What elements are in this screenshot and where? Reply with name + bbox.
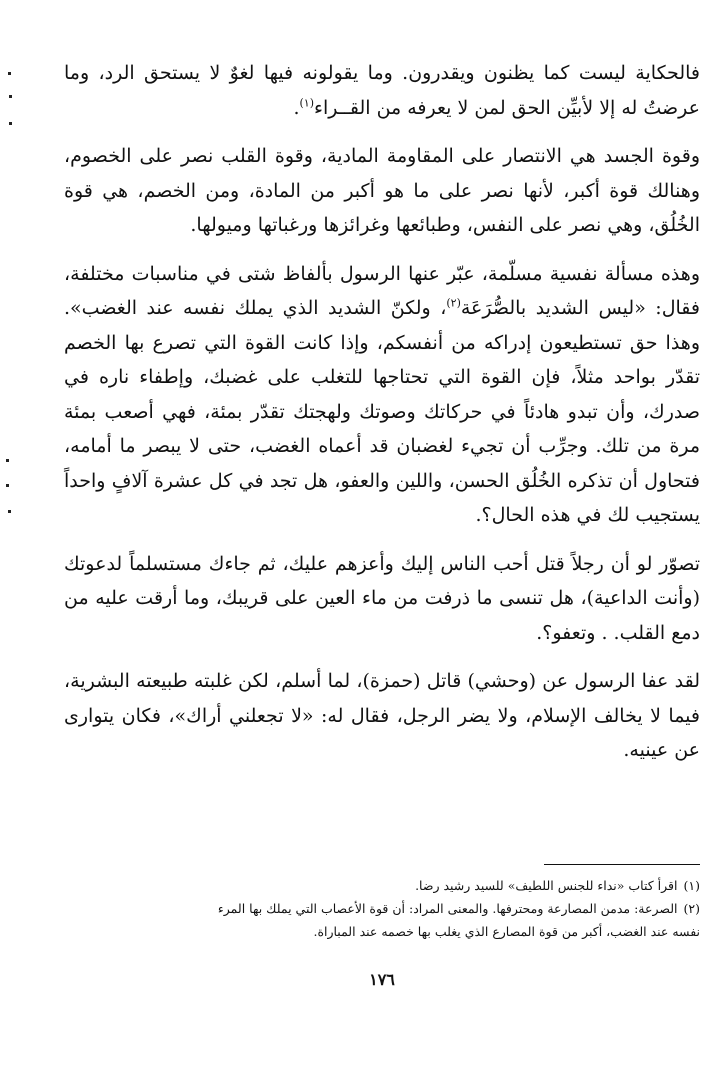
footnote [64,874,700,897]
footnote [64,897,700,920]
scan-mark [8,72,11,75]
scan-mark [6,484,9,487]
page-number: ١٧٦ [369,970,395,989]
scan-mark [9,95,12,98]
footnote-ref: (١) [299,96,315,110]
footnote-text: الصرعة: مدمن المصارعة ومحترفها. والمعنى المراد: أن قوة الأعصاب التي يملك بها المرء [217,901,678,916]
paragraph: تصوّر لو أن رجلاً قتل أحب الناس إليك وأعزهم عليك، ثم جاءك مستسلماً لدعوتك (وأنت الداعية)، هل تنسى ما ذرفت من ماء العين على قريبك، وما أرقت عليه من دمع القلب. . وتعفو؟. [64,552,700,644]
book-page [64,56,700,1056]
footnote-text: اقرأ كتاب «نداء للجنس اللطيف» للسيد رشيد رضا. [415,878,678,893]
scan-mark [8,510,11,513]
footnote-number: (١) [683,878,700,893]
footnote-number: (٢) [683,901,700,916]
paragraph: لقد عفا الرسول عن (وحشي) قاتل (حمزة)، لما أسلم، لكن غلبته طبيعته البشرية، فيما لا يخالف الإسلام، ولا يضر الرجل، فقال له: «لا تجعلني أراك»، فكان يتوارى عن عينيه. [64,670,700,761]
footnote-ref: (٢) [446,296,461,310]
footnote-continuation: نفسه عند الغضب، أكبر من قوة المصارع الذي يغلب بها خصمه عند المباراة. [313,924,700,939]
body-text [64,56,700,768]
paragraph: وقوة الجسد هي الانتصار على المقاومة المادية، وقوة القلب نصر على الخصوم، وهنالك قوة أكبر، لأنها نصر على ما هو أكبر من المادة، ومن الخصم، هي قوة الخُلُق، وهي نصر على النفس، وطبائعها وغرائزها ورغباتها وميولها. [64,145,700,236]
scan-mark [9,122,12,125]
paragraph: وهذه مسألة نفسية مسلّمة، عبّر عنها الرسول بألفاظ شتى في مناسبات مختلفة، فقال: «ليس الشديد بالصُّرَعَة$^{(٢)}$، ولكنّ الشديد الذي يملك نفسه عند الغضب». وهذا حق تستطيعون إدراكه من أنفسكم، وإذا كانت القوة التي تصرع بها الخصم تقدّر بواحد مثلاً، فإن القوة التي تحتاجها للتغلب على غضبك، وإطفاء ناره في صدرك، وأن تبدو هادئاً في حركاتك وصوتك ولهجتك تقدّر بمئة، فهي أصعب بمئة مرة من تلك. وجرِّب أن تجيء لغضبان قد أعماه الغضب، حتى لا يبصر ما أمامه، فتحاول أن تذكره الخُلُق الحسن، واللين والعفو، هل تجد في كل عشرة آلافٍ واحداً يستجيب لك في هذه الحال؟. [64,262,700,526]
footnote-divider [544,864,700,865]
scan-mark [6,459,9,462]
footnotes [64,874,700,943]
paragraph: فالحكاية ليست كما يظنون ويقدرون. وما يقولونه فيها لغوٌ لا يستحق الرد، وما عرضتُ له إلا لأبيِّن الحق لمن لا يعرفه من القــراء$^{(١)}$. [64,62,700,119]
